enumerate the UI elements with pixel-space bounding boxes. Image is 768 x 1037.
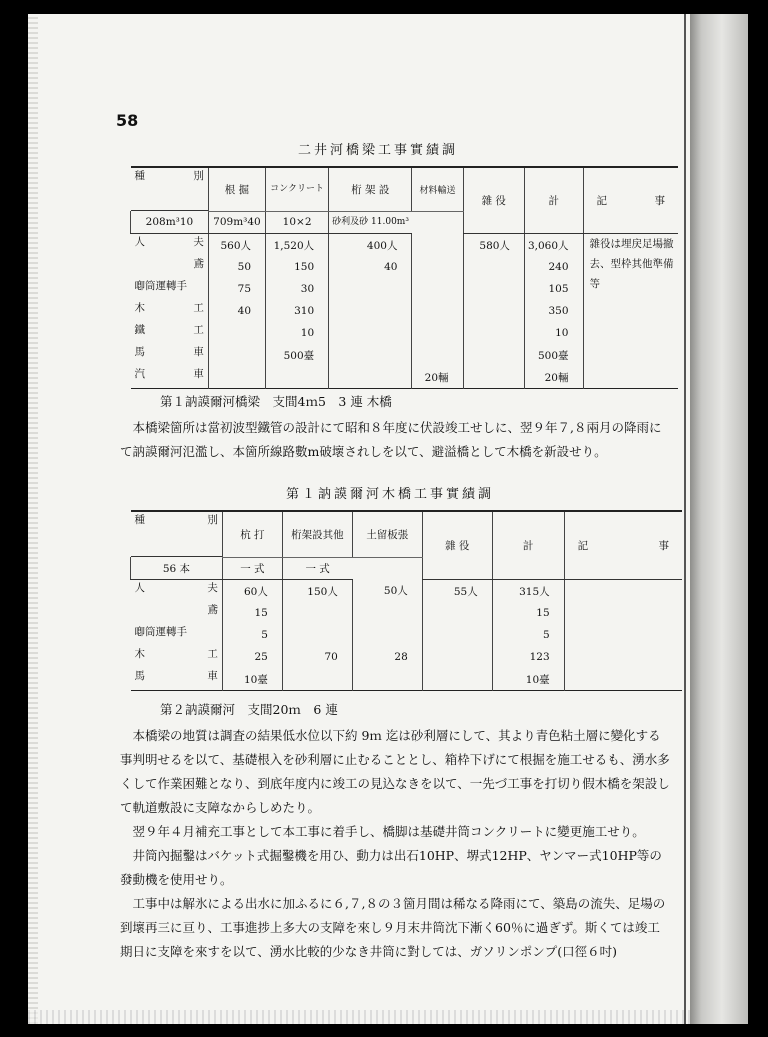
table1-misc-header: 雜 役 [463,167,524,234]
table1-col-header: 材料輸送 [412,167,463,211]
section2-paragraph: 翌９年４月補充工事として本工事に着手し、橋脚は基礎井筒コンクリートに變更施工せり。 [132,824,645,839]
table-cell: 50 [208,256,265,278]
table1-col-header: 桁 架 設 [329,167,412,211]
table-note: 雜役は埋戻足場撤去、型枠其他準備等 [583,234,678,389]
table-cell [208,322,265,344]
table-cell: 10 [266,322,329,344]
page-number: 58 [116,111,139,130]
table-cell [422,602,492,624]
row-category: 人 夫 [134,236,204,248]
table2-misc-header: 雜 役 [422,511,492,580]
table1-note-header: 記 事 [583,167,678,234]
scanned-page [28,14,690,1024]
table1-category-header: 種 別 [131,168,208,211]
table-cell: 560人 [208,234,265,257]
table-cell: 123 [492,646,564,668]
table-cell [329,366,412,389]
table-cell: 5 [492,624,564,646]
table-cell: 55人 [422,580,492,603]
table-cell: 25 [222,646,282,668]
table-cell: 1,520人 [266,234,329,257]
table1-col-sub: 709m³40 [208,211,265,234]
table-cell: 40 [329,256,412,278]
table-cell: 10 [524,322,583,344]
table-cell [463,256,524,278]
table2 [130,510,682,691]
section2-heading: 第２訥謨爾河 支間20ｍ 6 連 [160,702,338,717]
table-cell [422,668,492,691]
section2-paragraph: 工事中は解氷による出水に加ふるに６,７,８の３箇月間は稀なる降雨にて、築島の流失、足場の到壞再三に亘り、工事進捗上多大の支障を來し９月末井筒沈下漸く60％に過ぎず。斯くては竣工期日に支障を來すを以て、湧水比較的少なき井筒に對しては、ガソリンポンプ(口徑６吋) [120,896,666,959]
table-cell [412,344,463,366]
table-cell: 15 [492,602,564,624]
section2-paragraph: 井筒內掘鑿はバケット式掘鑿機を用ひ、動力は出石10HP、堺式12HP、ヤンマー式10HP等の發動機を使用せり。 [120,848,662,887]
table2-note-header: 記 事 [564,511,682,580]
row-category: 馬 車 [134,670,218,682]
table-row [131,234,679,257]
table2-col-header: 土留板張 [352,511,422,557]
table-cell: 10臺 [492,668,564,691]
table-cell [329,278,412,300]
table-cell: 150人 [282,580,352,603]
adjacent-page-edge [690,14,748,1024]
table-cell: 10臺 [222,668,282,691]
section2-body [120,724,670,964]
table1-col-sub: 砂利及砂 11.00m³ [329,211,412,234]
table2-category-header: 種 別 [131,512,222,557]
row-category: 喞筒運轉手 [134,626,187,638]
row-category: 鳶 [193,258,204,270]
table2-col-sub: 56 本 [131,557,223,580]
table-row [131,580,683,603]
table-cell [352,602,422,624]
table-cell: 150 [266,256,329,278]
binding-line [684,14,686,1024]
row-category: 鐵 工 [134,324,204,336]
table-cell [282,624,352,646]
table2-col-header: 桁架設其他 [282,511,352,557]
table-cell [412,234,463,257]
table-cell [422,624,492,646]
table-note [564,580,682,691]
row-category: 鳶 [207,604,218,616]
row-category: 喞筒運轉手 [134,280,187,292]
table1-col-header: 根 掘 [208,167,265,211]
row-category: 汽 車 [134,368,204,380]
table-cell: 28 [352,646,422,668]
table-cell [352,624,422,646]
table-cell: 500臺 [266,344,329,366]
table-cell: 20輛 [412,366,463,389]
table-cell: 3,060人 [524,234,583,257]
row-category: 木 工 [134,648,218,660]
table-cell: 400人 [329,234,412,257]
table1-total-header: 計 [524,167,583,234]
table-cell: 70 [282,646,352,668]
table-cell [208,366,265,389]
table2-col-sub: 一 式 [222,557,282,580]
table-cell [329,344,412,366]
table1-col-sub: 208m³10 [131,211,209,234]
table1-col-sub: 10×2 [266,211,329,234]
table-cell [208,344,265,366]
table-cell [463,366,524,389]
table-cell [422,646,492,668]
table2-col-sub: 一 式 [282,557,352,580]
table-cell: 580人 [463,234,524,257]
section1-heading: 第１訥謨爾河橋梁 支間4ｍ5 3 連 木橋 [160,394,392,409]
section1-paragraph: 本橋梁箇所は當初波型鐵管の設計にて昭和８年度に伏設竣工せしに、翌９年７,８兩月の降雨にて訥謨爾河氾濫し、本箇所線路數m破壞されしを以て、避溢橋として木橋を新設せり。 [120,420,662,459]
row-category: 馬 車 [134,346,204,358]
table-cell [352,668,422,691]
table-cell [463,344,524,366]
table1-col-header: コンクリート [266,167,329,211]
table-cell: 40 [208,300,265,322]
table-cell: 5 [222,624,282,646]
table-cell [282,668,352,691]
table-cell [412,278,463,300]
table-cell [463,300,524,322]
table-cell [463,322,524,344]
table-cell [329,300,412,322]
table-cell: 500臺 [524,344,583,366]
table-cell [412,256,463,278]
table-cell [412,322,463,344]
table-cell [282,602,352,624]
table-cell: 310 [266,300,329,322]
table-cell: 20輛 [524,366,583,389]
table-cell: 75 [208,278,265,300]
table-cell: 350 [524,300,583,322]
section2-paragraph: 本橋梁の地質は調査の結果低水位以下約 9ｍ 迄は砂利層にして、其より青色粘土層に變化する事判明せるを以て、基礎根入を砂利層に止むることとし、箱枠下げにて根掘を施工せるも、湧水多くして作業困難となり、到底年度内に竣工の見込なきを以て、一先づ工事を打切り假木橋を架設して軌道敷設に支障なからしめたり。 [120,728,670,815]
table-cell: 240 [524,256,583,278]
table2-col-header: 杭 打 [222,511,282,557]
table-cell [329,322,412,344]
table1-title: 二井河橋梁工事實績調 [298,143,459,158]
table2-total-header: 計 [492,511,564,580]
table-cell: 30 [266,278,329,300]
row-category: 木 工 [134,302,204,314]
table-cell: 60人 [222,580,282,603]
table-cell [266,366,329,389]
table-cell: 15 [222,602,282,624]
table-cell: 50人 [352,580,422,603]
table-cell [463,278,524,300]
table1 [130,166,678,389]
table-cell [412,300,463,322]
table2-title: 第１訥謨爾河木橋工事實績調 [286,487,495,502]
table-cell: 315人 [492,580,564,603]
row-category: 人 夫 [134,582,218,594]
table-cell: 105 [524,278,583,300]
